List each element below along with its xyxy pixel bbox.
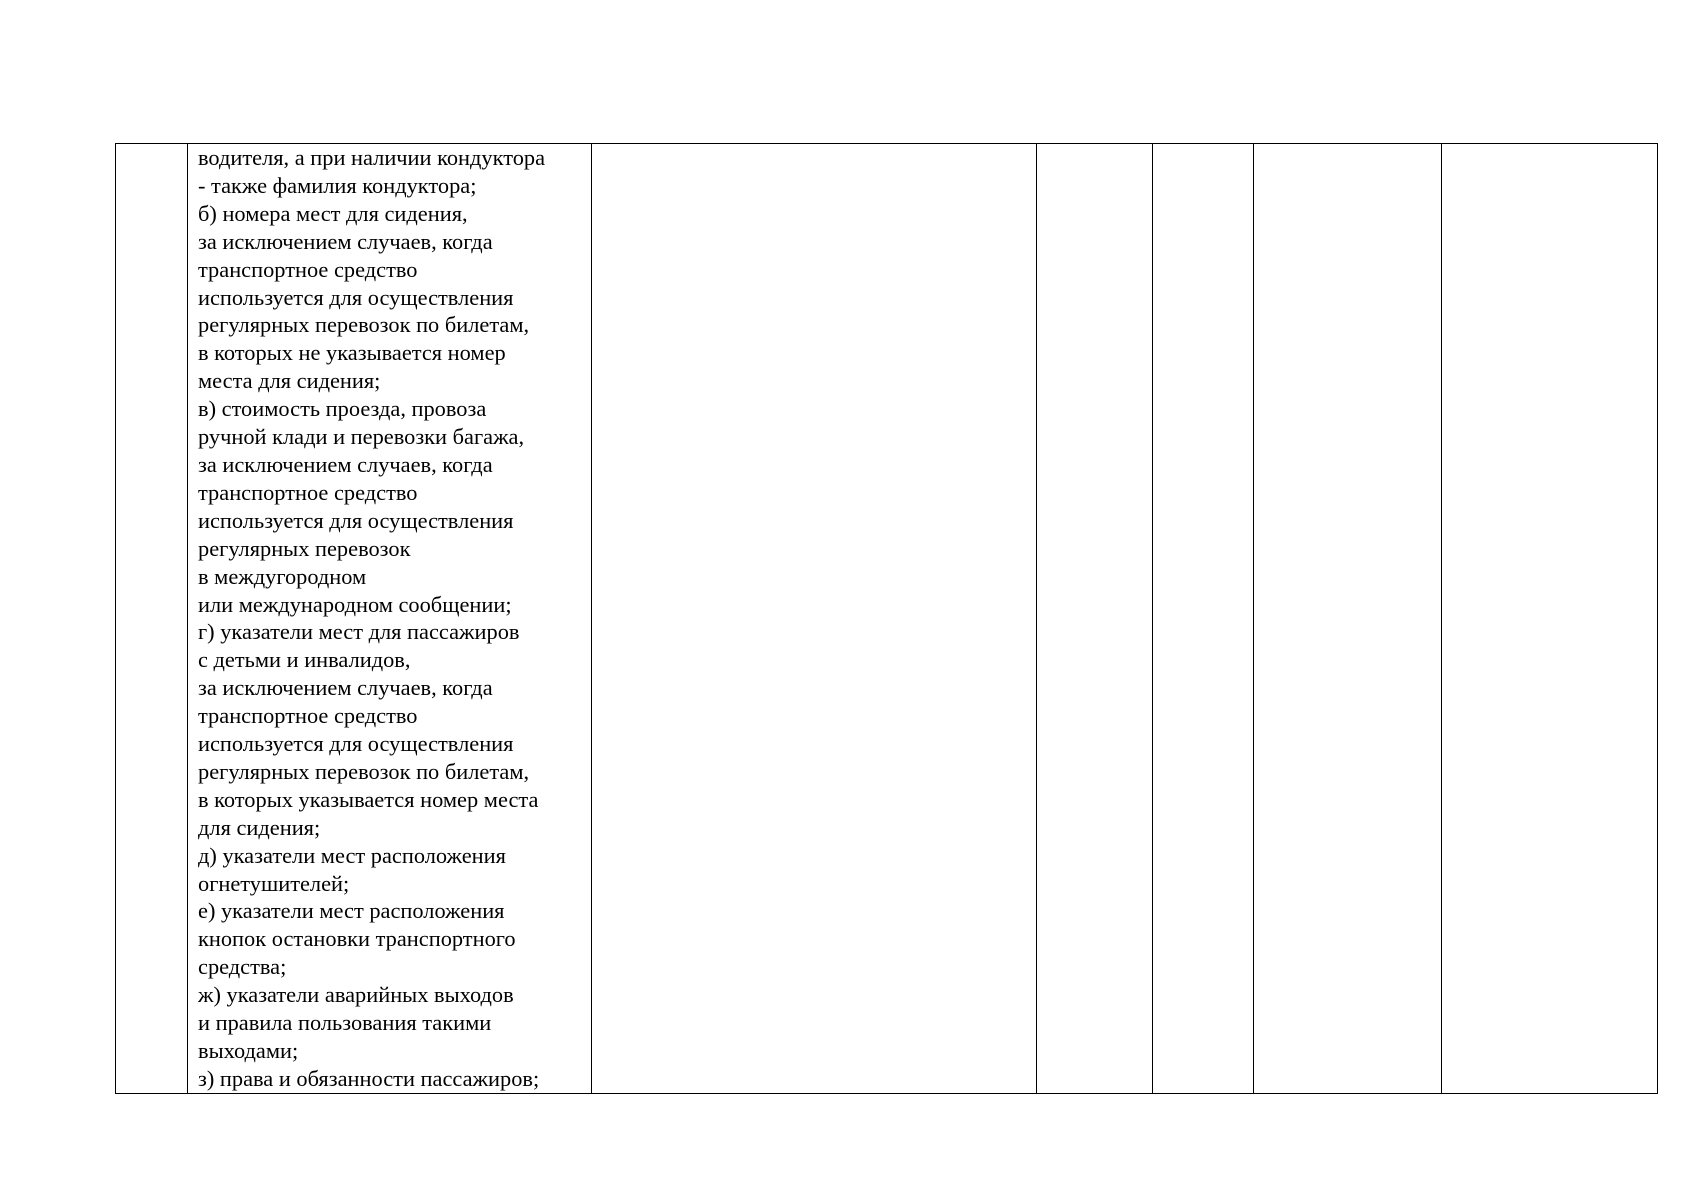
text-line: для сидения; [198,814,321,840]
text-line: в которых не указывается номер [198,340,506,366]
text-line: с детьми и инвалидов, [198,647,411,673]
text-line: е) указатели мест расположения [198,898,505,924]
text-line: используется для осуществления [198,284,514,310]
text-line: используется для осуществления [198,507,514,533]
requirements-text-block [188,144,591,1093]
text-line: б) номера мест для сидения, [198,200,468,226]
text-line: в междугородном [198,563,367,589]
text-line: средства; [198,954,287,980]
cell-requirements-text [188,144,592,1094]
text-line: за исключением случаев, когда [198,451,493,477]
text-line: места для сидения; [198,368,381,394]
cell-empty-5 [1153,144,1254,1094]
document-table [115,143,1658,1094]
text-line: за исключением случаев, когда [198,675,493,701]
text-line: - также фамилия кондуктора; [198,172,477,198]
text-line: или международном сообщении; [198,591,512,617]
text-line: транспортное средство [198,256,418,282]
text-line: используется для осуществления [198,731,514,757]
text-line: кнопок остановки транспортного [198,926,516,952]
text-line: за исключением случаев, когда [198,228,493,254]
text-line: г) указатели мест для пассажиров [198,619,520,645]
text-line: транспортное средство [198,479,418,505]
text-line: регулярных перевозок по билетам, [198,312,530,338]
text-line: в которых указывается номер места [198,786,539,812]
cell-empty-4 [1037,144,1153,1094]
cell-empty-6 [1254,144,1442,1094]
table-row [116,144,1658,1094]
text-line: выходами; [198,1038,299,1063]
text-line: огнетушителей; [198,870,350,896]
cell-empty-3 [592,144,1037,1094]
text-line: ручной клади и перевозки багажа, [198,424,525,450]
text-line: регулярных перевозок по билетам, [198,758,530,784]
cell-number [116,144,188,1094]
text-line: транспортное средство [198,703,418,729]
text-line: ж) указатели аварийных выходов [198,982,514,1008]
text-line: и правила пользования такими [198,1010,492,1036]
text-line: д) указатели мест расположения [198,842,506,868]
text-line: з) права и обязанности пассажиров; [198,1065,540,1091]
text-line: водителя, а при наличии кондуктора [198,145,546,170]
text-line: в) стоимость проезда, провоза [198,396,487,422]
text-line: регулярных перевозок [198,535,411,561]
cell-empty-7 [1442,144,1658,1094]
